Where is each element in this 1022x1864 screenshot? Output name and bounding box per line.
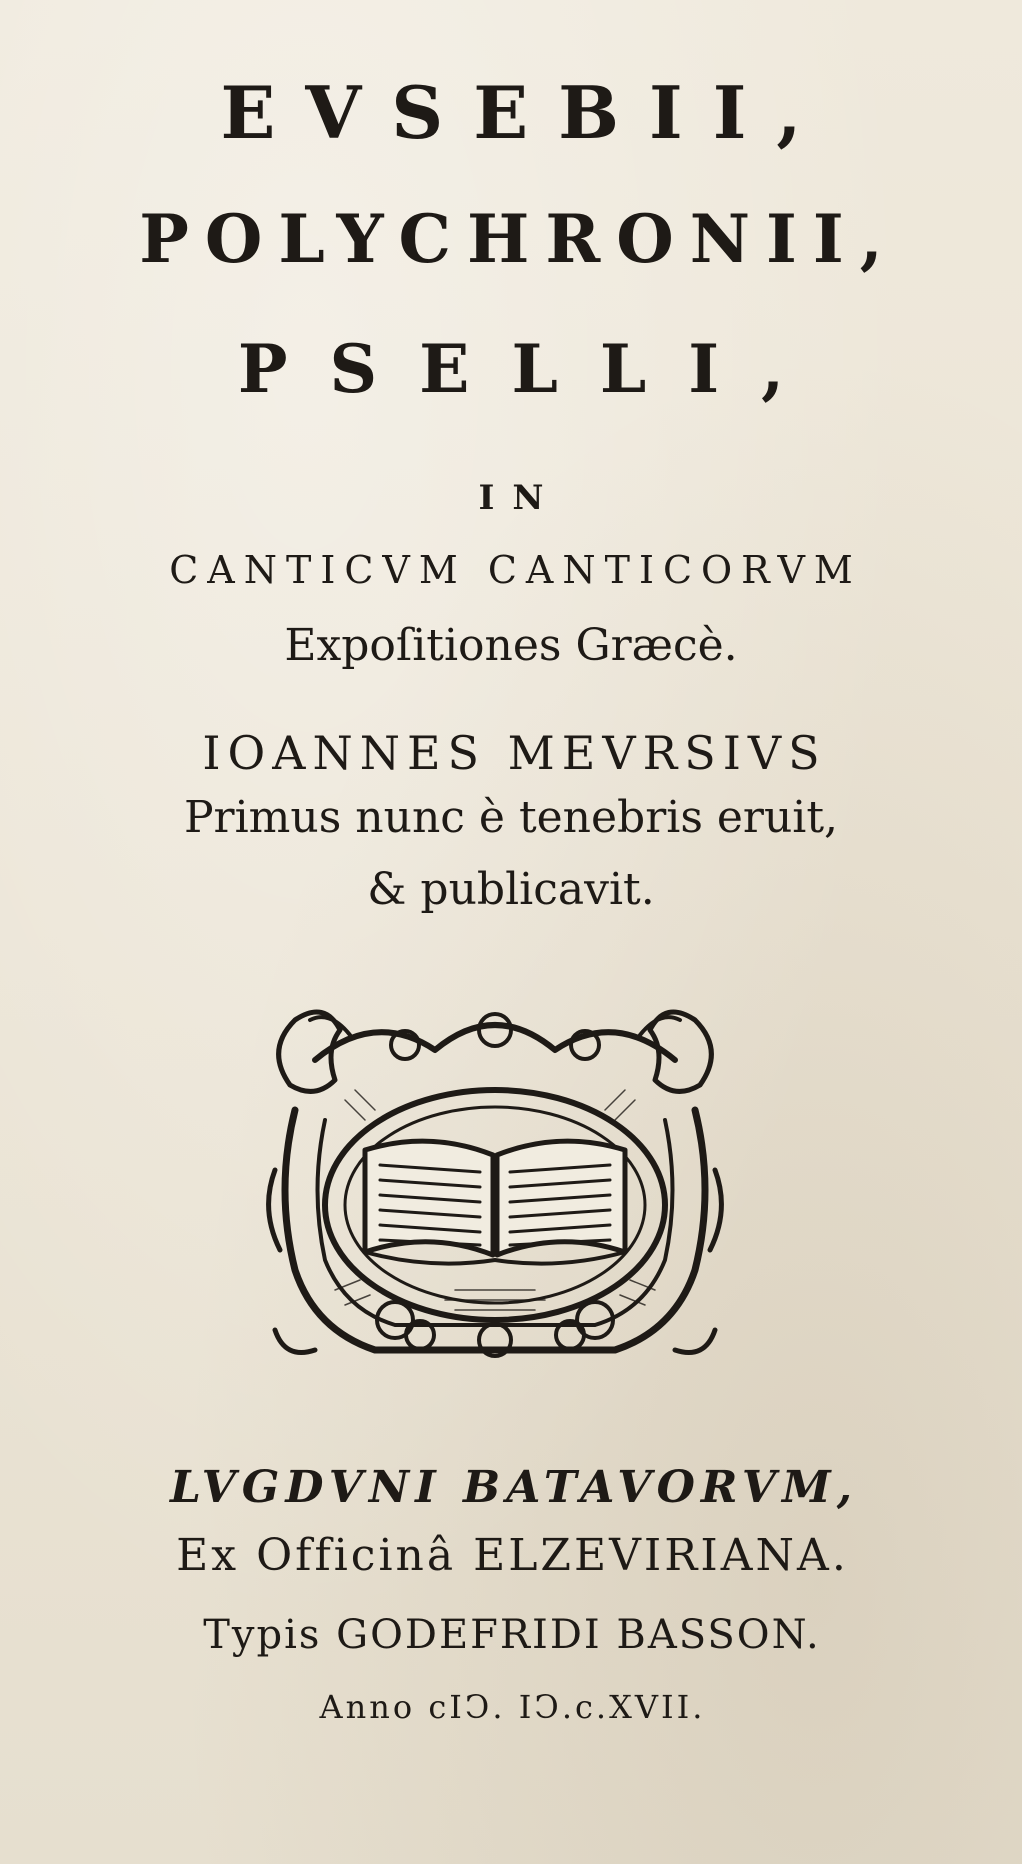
imprint-typis: Typis GODEFRIDI BASSON.: [203, 1612, 821, 1658]
editor-note-1: Primus nunc è tenebris eruit,: [183, 792, 839, 843]
editor-name: IOANNES MEVRSIVS: [202, 726, 827, 780]
author-eusebius: EVSEBII,: [220, 70, 832, 155]
imprint-anno: Anno cIↃ. IↃ.c.XVII.: [319, 1688, 706, 1726]
author-polychronius: POLYCHRONII,: [139, 200, 899, 278]
title-preposition: IN: [478, 478, 562, 518]
printers-device-open-book-icon: [255, 990, 735, 1380]
imprint-place: LVGDVNI BATAVORVM,: [169, 1462, 859, 1513]
work-title: CANTICVM CANTICORVM: [169, 548, 862, 592]
author-psellus: PSELLI,: [237, 330, 827, 408]
imprint-officina: Ex Officinâ ELZEVIRIANA.: [176, 1530, 849, 1581]
work-subtitle: Expoſitiones Græcè.: [284, 620, 738, 671]
editor-note-2: & publicavit.: [367, 864, 655, 915]
